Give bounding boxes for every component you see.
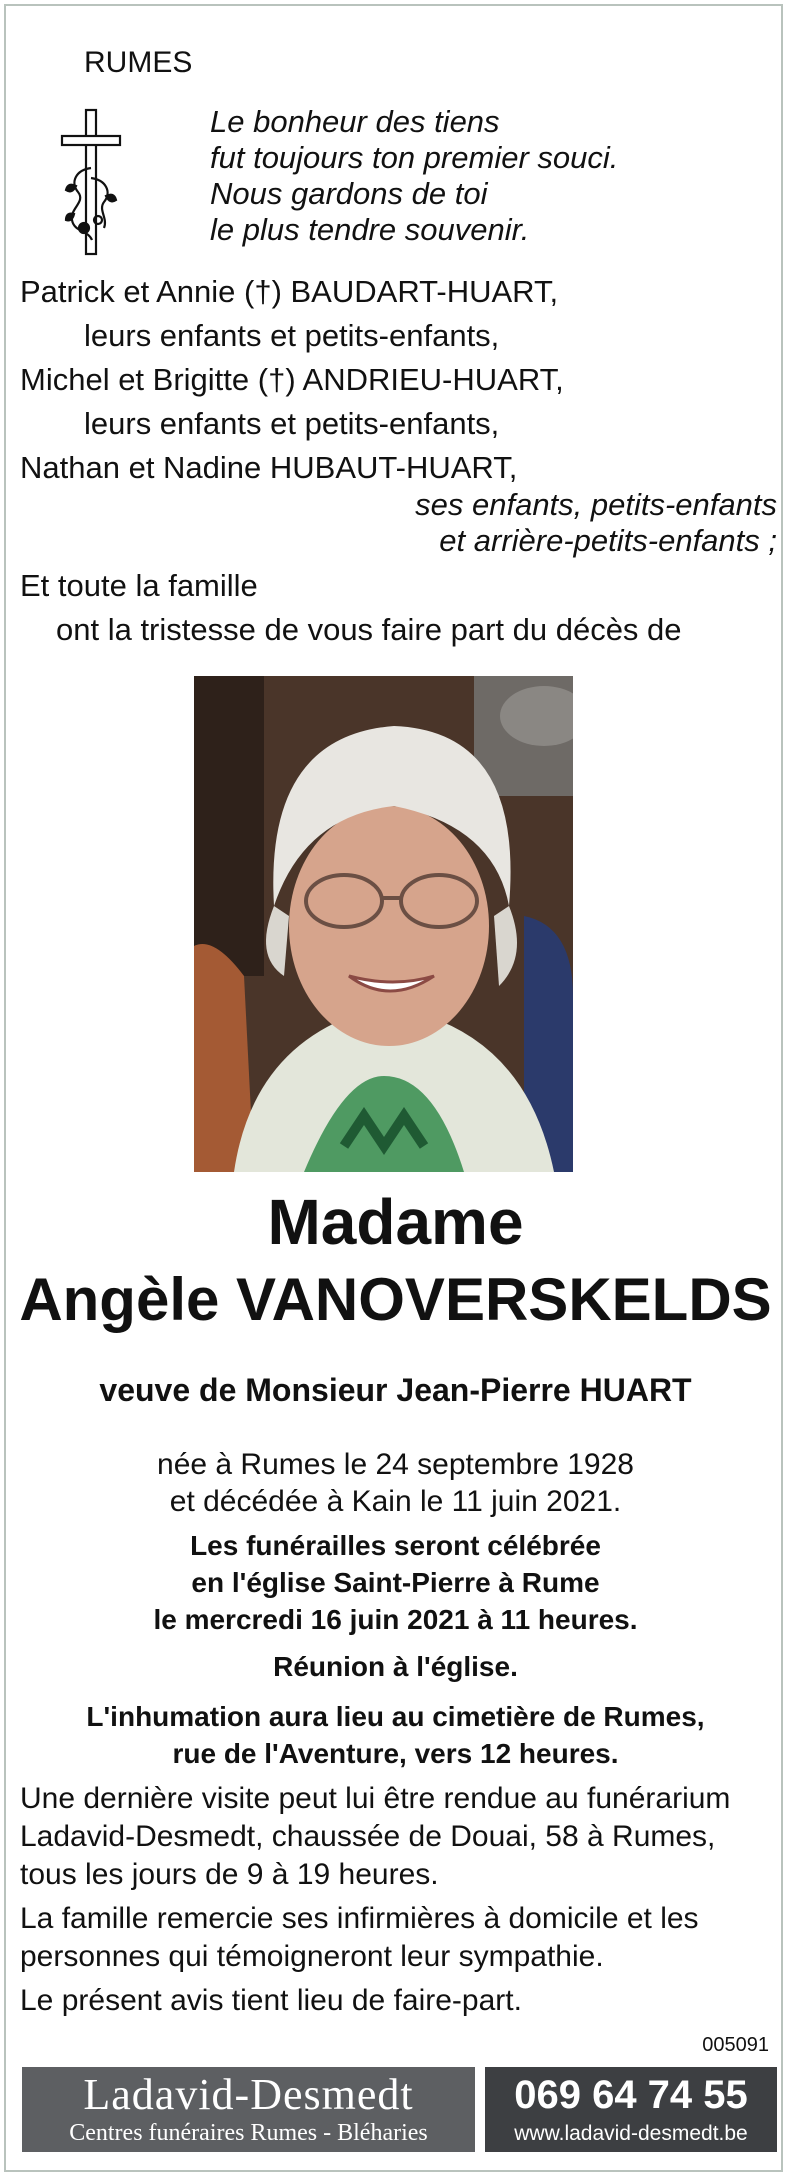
- footer-divider: [475, 2067, 485, 2152]
- family-line: Nathan et Nadine HUBAUT-HUART,: [20, 450, 518, 485]
- portrait-photo: [194, 676, 573, 1172]
- contact-banner: [485, 2067, 777, 2152]
- burial-line: L'inhumation aura lieu au cimetière de Rumes,: [86, 1701, 705, 1732]
- funeral-line: Les funérailles seront célébrée: [190, 1530, 601, 1561]
- cross-icon: [58, 108, 124, 258]
- notice-paragraph: Le présent avis tient lieu de faire-part.: [20, 1984, 522, 2017]
- website-url: www.ladavid-desmedt.be: [514, 2122, 748, 2145]
- thanks-paragraph: La famille remercie ses infirmières à domicile et les personnes qui témoigneront leur sympathie.: [20, 1902, 699, 1973]
- death-line: et décédée à Kain le 11 juin 2021.: [169, 1485, 622, 1518]
- poem: [210, 104, 618, 248]
- funeral-home-subtitle: Centres funéraires Rumes - Bléharies: [69, 2120, 428, 2146]
- phone-number: 069 64 74 55: [514, 2073, 748, 2117]
- place-name: RUMES: [84, 46, 193, 79]
- family-line: leurs enfants et petits-enfants,: [84, 318, 500, 353]
- burial-line: rue de l'Aventure, vers 12 heures.: [172, 1738, 619, 1769]
- deceased-title: Madame: [267, 1186, 524, 1258]
- funeral-line: le mercredi 16 juin 2021 à 11 heures.: [153, 1604, 638, 1635]
- notice-code: 005091: [702, 2034, 769, 2056]
- widow-line: veuve de Monsieur Jean-Pierre HUART: [99, 1372, 692, 1408]
- family-line: Et toute la famille: [20, 568, 258, 603]
- poem-line: le plus tendre souvenir.: [210, 212, 530, 247]
- funeral-home-banner: [22, 2067, 475, 2152]
- funeral-line: en l'église Saint-Pierre à Rume: [191, 1567, 600, 1598]
- birth-line: née à Rumes le 24 septembre 1928: [157, 1448, 634, 1481]
- deceased-name: Angèle VANOVERSKELDS: [19, 1266, 772, 1333]
- family-line: Michel et Brigitte (†) ANDRIEU-HUART,: [20, 362, 564, 397]
- family-relation: ses enfants, petits-enfants: [415, 487, 777, 522]
- poem-line: fut toujours ton premier souci.: [210, 140, 619, 175]
- visit-paragraph: Une dernière visite peut lui être rendue au funérarium Ladavid-Desmedt, chaussée de Douai, 58 à Rumes, tous les jours de 9 à 19 heures.: [20, 1782, 731, 1891]
- family-line: Patrick et Annie (†) BAUDART-HUART,: [20, 274, 559, 309]
- poem-line: Le bonheur des tiens: [210, 104, 500, 139]
- meeting-line: Réunion à l'église.: [273, 1651, 518, 1682]
- family-relation: et arrière-petits-enfants ;: [439, 523, 777, 558]
- announcement-line: ont la tristesse de vous faire part du décès de: [56, 612, 682, 647]
- poem-line: Nous gardons de toi: [210, 176, 488, 211]
- funeral-home-name: Ladavid-Desmedt: [83, 2070, 414, 2119]
- family-line: leurs enfants et petits-enfants,: [84, 406, 500, 441]
